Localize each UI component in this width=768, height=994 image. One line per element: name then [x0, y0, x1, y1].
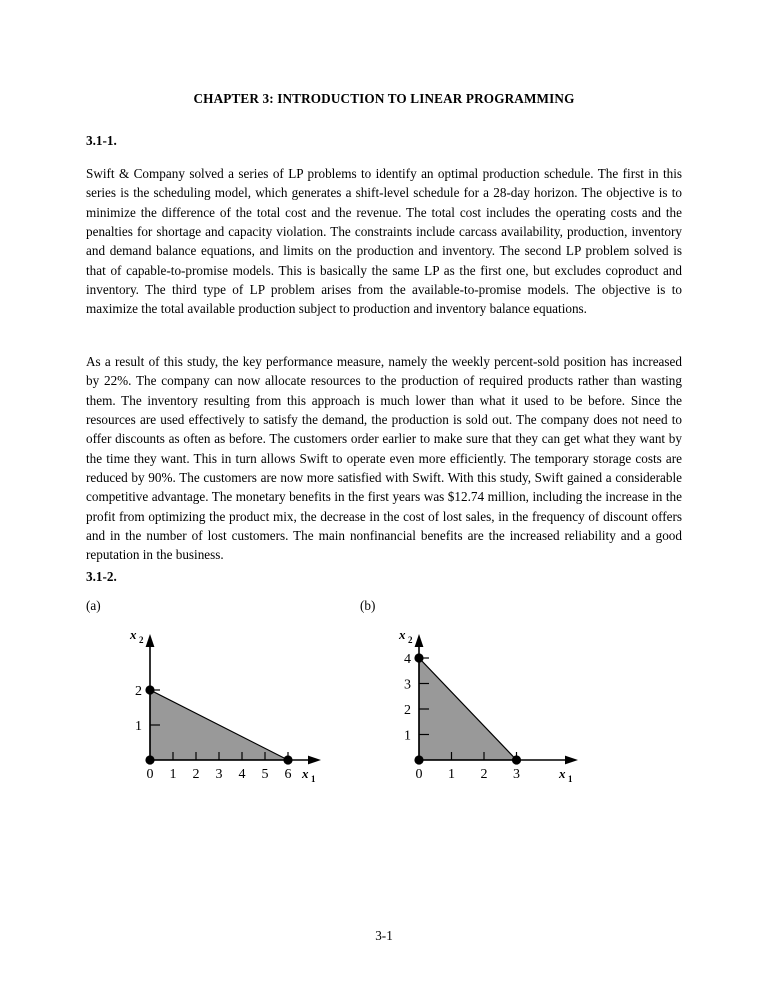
chart-a-ylabel-sub: 2	[139, 635, 144, 645]
chart-b-xlabel-base: x	[559, 766, 566, 781]
chart-a-xtick-1: 1	[169, 767, 177, 782]
chart-b-ytick-1: 1	[404, 728, 411, 744]
chart-b-ylabel-base: x	[399, 627, 406, 642]
chart-a-vertex-origin	[145, 755, 154, 764]
chart-a-y-axis-label	[129, 627, 144, 645]
chart-a-svg	[104, 618, 334, 783]
chart-a-xtick-6: 6	[284, 767, 292, 782]
section-label-3-1-1: 3.1-1.	[86, 133, 117, 148]
chart-b-xtick-2: 2	[480, 767, 488, 782]
chart-a-feasible-region	[150, 690, 288, 760]
chart-b-x-axis-label	[558, 766, 573, 783]
chart-b-ytick-4: 4	[404, 652, 411, 667]
chart-a-xtick-0: 0	[146, 767, 154, 782]
paragraph-3-1-1-second: As a result of this study, the key performance measure, namely the weekly percent-sold position has increased by 22%. The company can now allocate resources to the production of required products rather than wasting them. The inventory resulting from this approach is much lower than what it used to be before. Since the resources are used effectively to satisfy the demand, the production is sold out. The company does not need to offer discounts as often as before. The customers order earlier to make sure that they can get what they want by the time they want. This in turn allows Swift to operate even more efficiently. The temporary storage costs are reduced by 90%. The customers are now more satisfied with Swift. With this study, Swift gained a considerable competitive advantage. The monetary benefits in the first years was $12.74 million, including the increase in the profit from optimizing the product mix, the decrease in the cost of lost sales, in the frequency of discount offers and in the number of lost customers. The main nonfinancial benefits are the increased reliability and a good reputation in the business.	[86, 354, 682, 563]
chart-a-x-axis-label	[301, 766, 316, 783]
chart-b-vertex-x-intercept	[512, 755, 521, 764]
chart-a-xtick-4: 4	[238, 767, 246, 782]
chart-b-ytick-2: 2	[404, 703, 411, 718]
chart-b-svg	[371, 618, 601, 783]
section-label-3-1-2: 3.1-2.	[86, 569, 117, 584]
figure-a	[104, 618, 334, 783]
chart-b-vertex-y-intercept	[414, 653, 423, 662]
chart-b-ytick-3: 3	[404, 677, 411, 693]
chart-b-xtick-1: 1	[448, 767, 455, 782]
chart-a-vertex-y-intercept	[145, 685, 154, 694]
paragraph-3-1-1-first: Swift & Company solved a series of LP problems to identify an optimal production schedule. The first in this series is the scheduling model, which generates a shift-level schedule for a 28-day horizon. The objective is to minimize the difference of the total cost and the revenue. The total cost includes the operating costs and the penalties for shortage and capacity violation. The constraints include carcass availability, production, inventory and demand balance equations, and limits on the production and inventory. The second LP problem solved is that of capable-to-promise models. This is basically the same LP as the first one, but excludes coproduct and inventory. The third type of LP problem arises from the available-to-promise models. The objective is to maximize the total available production subject to production and inventory balance equations.	[86, 166, 682, 317]
chart-a-xtick-3: 3	[215, 767, 223, 782]
page-title: CHAPTER 3: INTRODUCTION TO LINEAR PROGRAMMING	[193, 91, 575, 106]
chart-b-feasible-region	[419, 658, 517, 760]
chart-b-y-axis-label	[398, 627, 413, 645]
chart-a-vertex-x-intercept	[283, 755, 292, 764]
chart-b-y-axis-arrow-icon	[415, 634, 424, 647]
chart-b-xtick-0: 0	[415, 767, 423, 782]
chart-a-x-tick-labels	[147, 767, 292, 782]
chart-a-ytick-1: 1	[135, 719, 142, 734]
chart-a-xlabel-sub: 1	[311, 774, 316, 783]
chart-a-xtick-2: 2	[192, 767, 200, 782]
chart-b-ylabel-sub: 2	[408, 635, 413, 645]
chart-a-ylabel-base: x	[130, 627, 137, 642]
subfigure-label-a: (a)	[86, 598, 101, 613]
chart-b-x-tick-labels	[416, 767, 521, 782]
chart-b-y-tick-labels	[404, 652, 411, 744]
chart-a-y-tick-labels	[135, 684, 142, 734]
chart-a-y-axis-arrow-icon	[146, 634, 155, 647]
chart-a-xtick-5: 5	[261, 767, 269, 782]
page-number: 3-1	[375, 928, 393, 943]
subfigure-label-b: (b)	[360, 598, 376, 613]
chart-b-x-axis-arrow-icon	[565, 756, 578, 765]
chart-b-vertex-origin	[414, 755, 423, 764]
figure-b	[371, 618, 601, 783]
chart-a-ytick-2: 2	[135, 684, 142, 699]
chart-b-xlabel-sub: 1	[568, 774, 573, 783]
chart-b-xtick-3: 3	[513, 767, 520, 782]
chart-a-x-axis-arrow-icon	[308, 756, 321, 765]
chart-a-xlabel-base: x	[302, 766, 309, 781]
